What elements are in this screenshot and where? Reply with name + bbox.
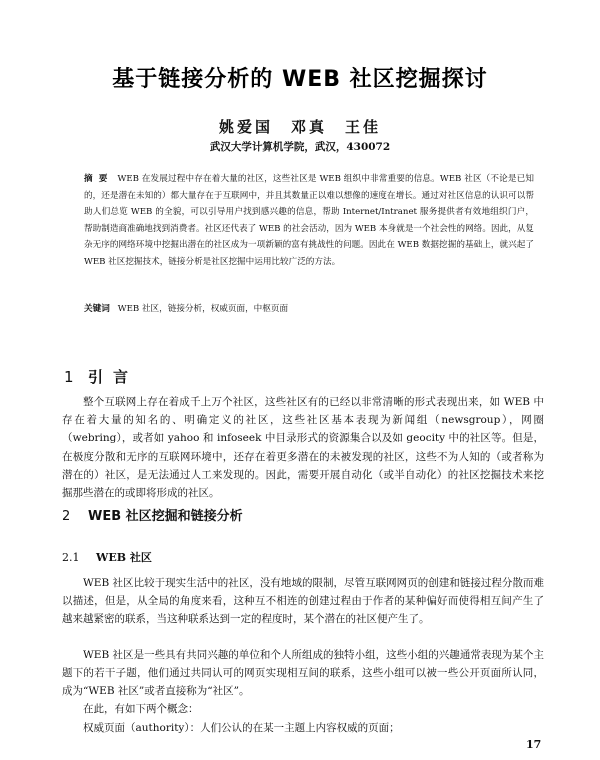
section-2-1-paragraph-1: WEB 社区比较于现实生活中的社区，没有地域的限制，尽管互联网网页的创建和链接过程分散而难以描述，但是，从全局的角度来看，这种互不相连的创建过程由于作者的某种偏好而使得相互间产生了越来越紧密的联系，当这种联系达到一定的程度时，某个潜在的社区便产生了。 [62, 577, 544, 626]
paper-authors: 姚爱国 邓真 王佳 [218, 118, 381, 136]
page-number: 17 [526, 738, 542, 751]
paper-affiliation: 武汉大学计算机学院，武汉，430072 [209, 141, 391, 153]
section-2-title: WEB 社区挖掘和链接分析 [88, 509, 243, 524]
keywords-label: 关键词 [84, 304, 110, 314]
section-1-title: 引言 [88, 368, 139, 386]
section-2-1-number: 2.1 [62, 551, 80, 564]
section-2-1-title: WEB 社区 [96, 551, 152, 564]
section-1-heading [64, 366, 138, 387]
keywords-text: WEB 社区，链接分析，权威页面，中枢页面 [117, 304, 289, 314]
section-1-number: 1 [64, 368, 74, 386]
section-2-1-paragraph-2: WEB 社区是一些具有共同兴趣的单位和个人所组成的独特小组，这些小组的兴趣通常表现为某个主题下的若干子题，他们通过共同认可的网页实现相互间的联系，这些小组可以被一些公开页面所认同，成为“WEB 社区”或者直接称为“社区”。 [62, 649, 544, 698]
keywords-block [84, 302, 534, 316]
section-2-number: 2 [62, 509, 71, 524]
section-2-heading [62, 505, 243, 524]
paper-title: 基于链接分析的 WEB 社区挖掘探讨 [112, 67, 488, 92]
abstract-block [84, 171, 534, 271]
definition-intro: 在此，有如下两个概念： [83, 703, 199, 715]
section-2-1-heading [62, 549, 152, 565]
abstract-label: 摘要 [84, 174, 114, 184]
section-1-paragraph: 整个互联网上存在着成千上万个社区，这些社区有的已经以非常清晰的形式表现出来，如 WEB 中存在着大量的知名的、明确定义的社区，这些社区基本表现为新闻组（newsgroup），网圈（webring），或者如 yahoo 和 infoseek 中目录形式的资源集合以及如 geocity 中的社区等。但是，在极度分散和无序的互联网环境中，还存在着更多潜在的未被发现的社区，这些不为人知的（或者称为潜在的）社区，是无法通过人工来发现的。因此，需要开展自动化（或半自动化）的社区挖掘技术来挖掘那些潜在的或即将形成的社区。 [62, 396, 544, 500]
abstract-text: WEB 在发展过程中存在着大量的社区，这些社区是 WEB 组织中非常重要的信息。WEB 社区（不论是已知的，还是潜在未知的）都大量存在于互联网中，并且其数量正以难以想像的速度在增长。通过对社区信息的认识可以帮助人们总览 WEB 的全貌，可以引导用户找到感兴趣的信息，帮助 Internet/Intranet 服务提供者有效地组织门户，帮助制造商准确地找到消费者。社区还代表了 WEB 的社会活动，因为 WEB 本身就是一个社会性的网络。因此，从复杂无序的网络环境中挖掘出潜在的社区成为一项新颖的富有挑战性的问题。因此在 WEB 数据挖掘的基础上，就兴起了 WEB 社区挖掘技术，链接分析是社区挖掘中运用比较广泛的方法。 [84, 174, 534, 267]
definition-authority: 权威页面（authority）：人们公认的在某一主题上内容权威的页面； [83, 722, 400, 734]
